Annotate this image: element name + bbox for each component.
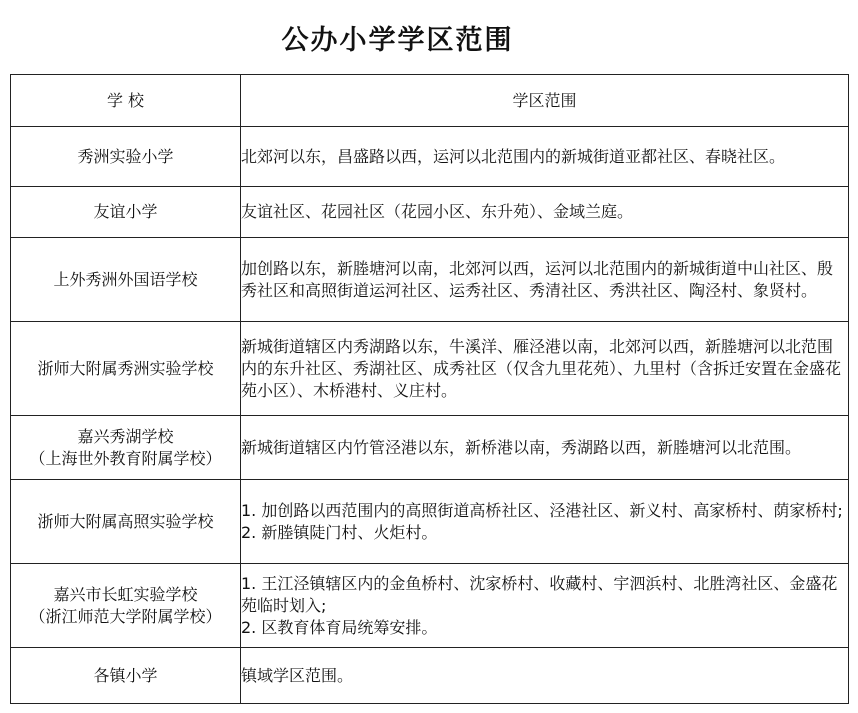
scope-line: 新城街道辖区内秀湖路以东，牛溪洋、雁泾港以南，北郊河以西，新塍塘河以北范围内的东升社区、秀湖社区、成秀社区（仅含九里花苑）、九里村（含拆迁安置在金盛花苑小区）、木桥港村、义庄村。 (241, 336, 842, 400)
table-row (11, 238, 849, 322)
scope-line: 1. 王江泾镇辖区内的金鱼桥村、沈家桥村、收藏村、宇泗浜村、北胜湾社区、金盛花苑临时划入; (241, 573, 838, 615)
district-scope-cell (241, 564, 849, 648)
school-affiliation: （上海世外教育附属学校） (29, 448, 222, 468)
school-name-cell (11, 416, 241, 480)
school-district-table (10, 74, 849, 704)
scope-line: 新城街道辖区内竹管泾港以东，新桥港以南，秀湖路以西，新塍塘河以北范围。 (241, 437, 802, 457)
school-name-cell (11, 480, 241, 564)
scope-line: 1. 加创路以西范围内的高照街道高桥社区、泾港社区、新义村、高家桥村、荫家桥村; (241, 500, 843, 520)
district-scope-cell (241, 322, 849, 416)
table-header-row (11, 75, 849, 127)
district-scope-cell (241, 238, 849, 322)
header-school: 学 校 (11, 75, 241, 127)
school-name-cell (11, 187, 241, 238)
school-name: 上外秀洲外国语学校 (53, 269, 198, 289)
scope-line: 2. 区教育体育局统筹安排。 (241, 617, 438, 637)
scope-line: 友谊社区、花园社区（花园小区、东升苑）、金域兰庭。 (241, 202, 634, 221)
school-name: 嘉兴秀湖学校 (77, 426, 174, 446)
school-name-cell (11, 322, 241, 416)
scope-line: 加创路以东，新塍塘河以南，北郊河以西，运河以北范围内的新城街道中山社区、殷秀社区和高照街道运河社区、运秀社区、秀清社区、秀洪社区、陶泾村、象贤村。 (241, 258, 834, 300)
table-row (11, 648, 849, 704)
school-name-cell (11, 127, 241, 187)
school-name: 嘉兴市长虹实验学校 (53, 584, 198, 604)
school-name: 浙师大附属高照实验学校 (37, 511, 214, 531)
school-name: 各镇小学 (93, 665, 158, 685)
school-name-cell (11, 238, 241, 322)
table-row (11, 322, 849, 416)
table-row (11, 127, 849, 187)
table-row (11, 564, 849, 648)
school-affiliation: （浙江师范大学附属学校） (29, 606, 222, 626)
school-name-cell (11, 648, 241, 704)
scope-line: 2. 新塍镇陡门村、火炬村。 (241, 522, 438, 542)
header-scope: 学区范围 (241, 75, 849, 127)
school-name: 秀洲实验小学 (77, 146, 174, 166)
school-name: 浙师大附属秀洲实验学校 (37, 358, 214, 378)
page-title: 公办小学学区范围 (281, 25, 514, 56)
scope-line: 镇域学区范围。 (241, 665, 354, 685)
district-scope-cell (241, 187, 849, 238)
scope-line: 北郊河以东，昌盛路以西，运河以北范围内的新城街道亚都社区、春晓社区。 (241, 146, 786, 166)
school-name-cell (11, 564, 241, 648)
school-name: 友谊小学 (93, 202, 158, 221)
table-row (11, 416, 849, 480)
district-scope-cell (241, 648, 849, 704)
table-row (11, 187, 849, 238)
district-scope-cell (241, 127, 849, 187)
district-scope-cell (241, 480, 849, 564)
table-row (11, 480, 849, 564)
district-scope-cell (241, 416, 849, 480)
